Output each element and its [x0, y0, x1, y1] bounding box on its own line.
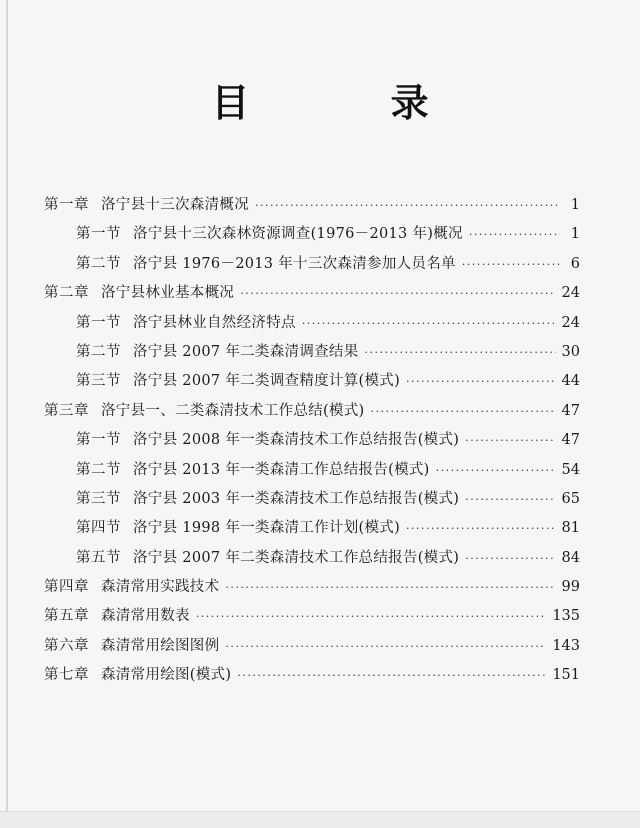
entry-label: 第五章	[44, 608, 89, 625]
dot-leader	[302, 317, 556, 330]
dot-leader	[462, 258, 560, 271]
dot-leader	[406, 375, 556, 388]
entry-page-number: 81	[561, 520, 580, 537]
entry-title: 森清常用数表	[101, 608, 190, 625]
entry-label: 第二节	[76, 255, 121, 272]
dot-leader	[365, 346, 556, 359]
entry-label: 第一节	[76, 432, 121, 449]
entry-title: 森清常用绘图(模式)	[101, 667, 232, 684]
entry-page-number: 54	[561, 461, 580, 478]
entry-page-number: 151	[552, 667, 580, 684]
entry-page-number: 44	[561, 373, 580, 390]
entry-label: 第六章	[44, 637, 89, 654]
entry-label: 第一节	[76, 314, 121, 331]
toc-section-entry	[44, 458, 580, 487]
dot-leader	[406, 522, 556, 535]
toc-section-entry	[44, 487, 580, 516]
entry-label: 第三章	[44, 402, 89, 419]
dot-leader	[465, 493, 555, 506]
entry-page-number: 47	[561, 402, 580, 419]
dot-leader	[255, 199, 560, 212]
entry-title: 森清常用绘图图例	[101, 637, 220, 654]
dot-leader	[371, 405, 556, 418]
dot-leader	[465, 552, 555, 565]
toc-chapter-entry	[44, 634, 580, 663]
entry-page-number: 1	[570, 226, 580, 243]
entry-title: 洛宁县 1998 年一类森清工作计划(模式)	[133, 520, 401, 537]
entry-title: 洛宁县一、二类森清技术工作总结(模式)	[101, 402, 365, 419]
toc-section-entry	[44, 311, 580, 340]
entry-title: 洛宁县 2008 年一类森清技术工作总结报告(模式)	[133, 432, 460, 449]
entry-label: 第二章	[44, 285, 89, 302]
entry-title: 洛宁县十三次森林资源调查(1976－2013 年)概况	[133, 226, 463, 243]
entry-label: 第五节	[76, 549, 121, 566]
entry-label: 第二节	[76, 461, 121, 478]
entry-page-number: 30	[561, 343, 580, 360]
entry-page-number: 24	[561, 314, 580, 331]
entry-page-number: 143	[552, 637, 580, 654]
entry-title: 森清常用实践技术	[101, 579, 220, 596]
dot-leader	[196, 610, 547, 623]
entry-page-number: 99	[561, 579, 580, 596]
toc-section-entry	[44, 428, 580, 457]
entry-page-number: 6	[570, 255, 580, 272]
toc-chapter-entry	[44, 575, 580, 604]
table-of-contents	[44, 193, 580, 693]
dot-leader	[465, 434, 555, 447]
entry-label: 第四节	[76, 520, 121, 537]
toc-chapter-entry	[44, 281, 580, 310]
toc-section-entry	[44, 252, 580, 281]
dot-leader	[436, 464, 556, 477]
dot-leader	[240, 287, 555, 300]
toc-chapter-entry	[44, 193, 580, 222]
entry-title: 洛宁县 2007 年二类调查精度计算(模式)	[133, 373, 401, 390]
entry-page-number: 135	[552, 608, 580, 625]
dot-leader	[225, 581, 555, 594]
entry-page-number: 24	[561, 285, 580, 302]
entry-label: 第三节	[76, 373, 121, 390]
toc-chapter-entry	[44, 663, 580, 692]
entry-label: 第三节	[76, 490, 121, 507]
entry-title: 洛宁县 2003 年一类森清技术工作总结报告(模式)	[133, 490, 460, 507]
entry-title: 洛宁县十三次森清概况	[101, 197, 249, 213]
toc-section-entry	[44, 222, 580, 251]
entry-title: 洛宁县 1976－2013 年十三次森清参加人员名单	[133, 255, 456, 272]
entry-title: 洛宁县 2007 年二类森清技术工作总结报告(模式)	[133, 549, 460, 566]
entry-label: 第七章	[44, 667, 89, 684]
toc-section-entry	[44, 546, 580, 575]
entry-page-number: 65	[561, 490, 580, 507]
toc-chapter-entry	[44, 604, 580, 633]
entry-title: 洛宁县林业基本概况	[101, 285, 235, 302]
entry-label: 第四章	[44, 579, 89, 596]
dot-leader	[237, 669, 546, 682]
page-bottom-edge	[0, 811, 640, 828]
entry-label: 第二节	[76, 343, 121, 360]
toc-chapter-entry	[44, 399, 580, 428]
toc-section-entry	[44, 516, 580, 545]
entry-page-number: 47	[561, 432, 580, 449]
toc-section-entry	[44, 340, 580, 369]
entry-title: 洛宁县 2007 年二类森清调查结果	[133, 343, 359, 360]
toc-heading: 目 录	[211, 80, 493, 125]
entry-label: 第一章	[44, 197, 89, 213]
dot-leader	[469, 228, 560, 241]
toc-section-entry	[44, 369, 580, 398]
dot-leader	[225, 640, 546, 653]
entry-page-number: 84	[561, 549, 580, 566]
entry-label: 第一节	[76, 226, 121, 243]
entry-title: 洛宁县 2013 年一类森清工作总结报告(模式)	[133, 461, 430, 478]
entry-title: 洛宁县林业自然经济特点	[133, 314, 296, 331]
entry-page-number: 1	[570, 197, 580, 213]
